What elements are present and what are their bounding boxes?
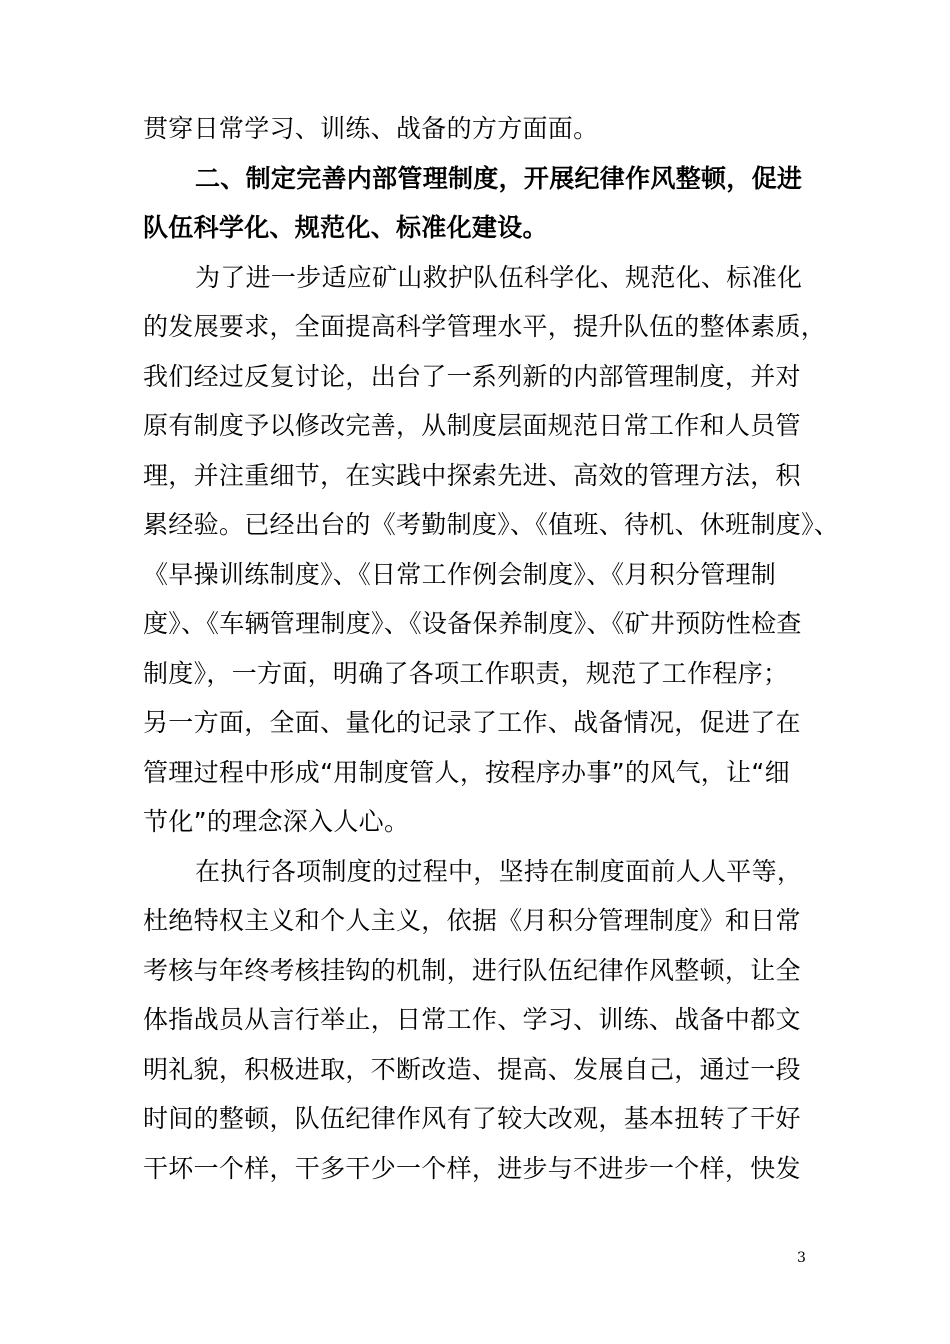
text-line: 在执行各项制度的过程中，坚持在制度面前人人平等，: [195, 857, 803, 886]
text-line: 原有制度予以修改完善，从制度层面规范日常工作和人员管: [143, 411, 801, 440]
text-line: 度》、《车辆管理制度》、《设备保养制度》、《矿井预防性检查: [143, 609, 802, 638]
text-line: 理，并注重细节，在实践中探索先进、高效的管理方法，积: [143, 461, 801, 490]
text-line: 另一方面，全面、量化的记录了工作、战备情况，促进了在: [143, 708, 801, 737]
page-number: 3: [797, 1250, 806, 1266]
text-line: 管理过程中形成“用制度管人，按程序办事”的风气，让“细: [143, 758, 790, 787]
text-line: 考核与年终考核挂钩的机制，进行队伍纪律作风整顿，让全: [143, 956, 801, 985]
text-line: 明礼貌，积极进取，不断改造、提高、发展自己，通过一段: [143, 1055, 801, 1084]
text-line: 时间的整顿，队伍纪律作风有了较大改观，基本扭转了干好: [143, 1104, 801, 1133]
text-line: 杜绝特权主义和个人主义，依据《月积分管理制度》和日常: [143, 906, 801, 935]
text-line: 为了进一步适应矿山救护队伍科学化、规范化、标准化: [195, 263, 803, 292]
section-heading-line: 二、制定完善内部管理制度，开展纪律作风整顿，促进: [195, 164, 803, 193]
text-line: 制度》，一方面，明确了各项工作职责，规范了工作程序；: [143, 659, 789, 688]
text-line: 贯穿日常学习、训练、战备的方方面面。: [143, 114, 599, 143]
text-line: 《早操训练制度》、《日常工作例会制度》、《月积分管理制: [143, 560, 777, 589]
text-line: 的发展要求，全面提高科学管理水平，提升队伍的整体素质，: [143, 312, 827, 341]
text-line: 累经验。已经出台的《考勤制度》、《值班、待机、休班制度》、: [143, 510, 840, 539]
text-line: 干坏一个样，干多干少一个样，进步与不进步一个样，快发: [143, 1154, 801, 1183]
text-line: 我们经过反复讨论，出台了一系列新的内部管理制度，并对: [143, 362, 801, 391]
section-heading-line: 队伍科学化、规范化、标准化建设。: [143, 213, 548, 242]
text-line: 节化”的理念深入人心。: [143, 807, 410, 836]
text-line: 体指战员从言行举止，日常工作、学习、训练、战备中都文: [143, 1005, 801, 1034]
